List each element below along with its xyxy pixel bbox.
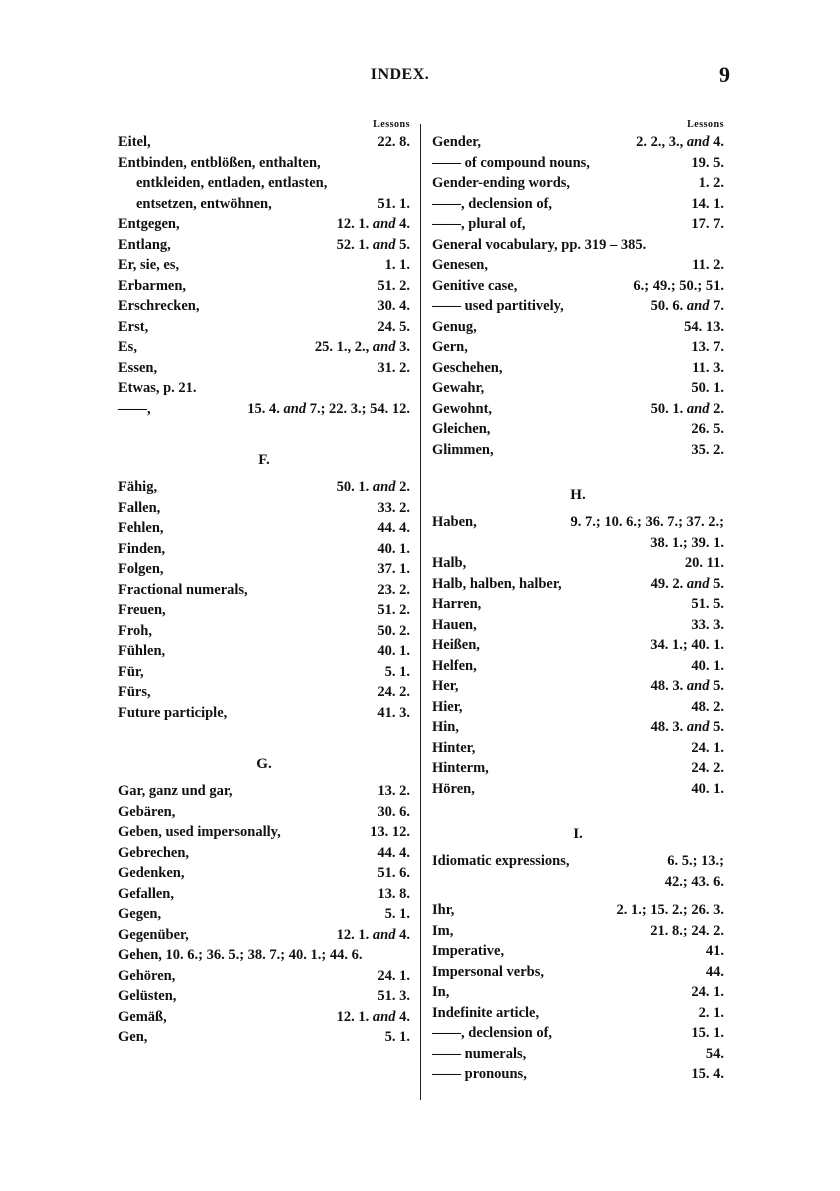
entry-term: Idiomatic expressions, <box>432 853 570 869</box>
entry-ref: 6. 5.; 13.; <box>667 853 724 869</box>
entry-term: Entlang, <box>118 236 171 253</box>
index-entry <box>432 697 724 718</box>
running-title: INDEX. <box>370 66 430 83</box>
entry-ref: 51. 6. <box>377 865 410 881</box>
entry-term: Erschrecken, <box>118 298 200 314</box>
entry-term: Hauen, <box>432 616 477 633</box>
entry-term: Essen, <box>118 359 158 376</box>
left-column <box>118 118 410 1048</box>
index-entry <box>118 337 410 358</box>
entry-ref: 2. 2., 3., and 4. <box>636 134 724 150</box>
index-entry <box>432 512 724 533</box>
index-entry: Etwas, p. 21. <box>118 380 197 396</box>
entry-ref: 13. 8. <box>377 885 410 902</box>
index-entry <box>432 276 724 297</box>
index-entry <box>118 296 410 317</box>
index-entry <box>432 574 724 595</box>
index-entry <box>118 802 410 823</box>
entry-term: Hören, <box>432 780 475 797</box>
entry-ref: 19. 5. <box>691 154 724 171</box>
entry-term: Glimmen, <box>432 441 494 458</box>
entry-term: Fürs, <box>118 684 151 700</box>
entry-ref: 24. 1. <box>691 739 724 756</box>
entry-term: Genug, <box>432 318 477 335</box>
entry-ref: 15. 1. <box>691 1025 724 1041</box>
index-entry: General vocabulary, pp. 319 – 385. <box>432 236 647 253</box>
entry-term: Froh, <box>118 622 152 639</box>
entry-ref: 48. 2. <box>691 698 724 715</box>
lessons-label: Lessons <box>687 119 724 130</box>
entry-ref: 33. 2. <box>377 499 410 516</box>
entry-ref: 11. 3. <box>692 359 724 376</box>
entry-term: ——, <box>118 400 151 417</box>
index-entry <box>432 1023 724 1044</box>
entry-term: Gelüsten, <box>118 988 177 1004</box>
entry-term: Her, <box>432 678 459 694</box>
index-entry <box>118 1007 410 1028</box>
entry-term: Fallen, <box>118 499 161 516</box>
entry-ref: 48. 3. and 5. <box>650 719 724 735</box>
index-entry: Entbinden, entblößen, enthalten, <box>118 154 321 171</box>
index-entry <box>432 317 724 338</box>
entry-term: Haben, <box>432 514 477 530</box>
entry-ref: 15. 4. and 7.; 22. 3.; 54. 12. <box>247 400 410 417</box>
entry-term: Freuen, <box>118 602 166 618</box>
entry-term: In, <box>432 984 450 1000</box>
lessons-label: Lessons <box>373 119 410 130</box>
index-entry <box>118 863 410 884</box>
entry-ref: 1. 2. <box>698 175 724 191</box>
entry-ref: 51. 3. <box>377 988 410 1004</box>
index-entry <box>118 600 410 621</box>
entry-term: ——, declension of, <box>432 1025 553 1041</box>
entry-ref: 5. 1. <box>384 906 410 922</box>
entry-term: Genitive case, <box>432 277 518 294</box>
index-entry <box>432 717 724 738</box>
entry-term: Im, <box>432 922 454 939</box>
entry-term: Ihr, <box>432 902 455 918</box>
index-entry <box>432 656 724 677</box>
index-entry <box>118 317 410 338</box>
index-entry <box>432 851 724 872</box>
index-entry <box>118 641 410 662</box>
page-number: 9 <box>719 62 730 87</box>
index-entry <box>118 822 410 843</box>
entry-ref: 13. 7. <box>691 339 724 355</box>
entry-ref: 22. 8. <box>377 134 410 150</box>
index-entry <box>432 153 724 174</box>
entry-term: —— pronouns, <box>432 1066 527 1082</box>
entry-term: Eitel, <box>118 134 151 150</box>
entry-ref: 15. 4. <box>691 1066 724 1082</box>
entry-ref: 41. 3. <box>377 704 410 721</box>
entry-ref: 24. 5. <box>377 318 410 335</box>
index-entry <box>432 440 724 461</box>
entry-ref: 52. 1. and 5. <box>336 236 410 253</box>
entry-ref: 9. 7.; 10. 6.; 36. 7.; 37. 2.; <box>570 514 724 530</box>
entry-term: Hin, <box>432 719 459 735</box>
entry-term: Heißen, <box>432 637 480 653</box>
entry-ref-text: 12. 1. and 4. <box>336 216 410 232</box>
index-entry <box>432 358 724 379</box>
entry-term: —— of compound nouns, <box>432 154 590 171</box>
entry-ref: 40. 1. <box>691 780 724 797</box>
entry-ref: 44. 4. <box>377 844 410 861</box>
entry-term: Gender, <box>432 134 482 150</box>
index-entry <box>432 738 724 759</box>
entry-term: ——, plural of, <box>432 216 526 232</box>
index-entry <box>432 1003 724 1024</box>
index-entry <box>432 615 724 636</box>
index-entry <box>118 255 410 276</box>
entry-term: Geben, used impersonally, <box>118 824 281 840</box>
entry-ref: 21. 8.; 24. 2. <box>650 922 724 939</box>
entry-ref: 41. <box>705 943 724 959</box>
entry-term: Erbarmen, <box>118 277 187 294</box>
index-entry <box>118 843 410 864</box>
entry-ref: 50. 1. <box>691 380 724 396</box>
entry-term: Gender-ending words, <box>432 175 571 191</box>
index-entry: Gehen, 10. 6.; 36. 5.; 38. 7.; 40. 1.; 44. 6. <box>118 947 363 963</box>
index-entry <box>432 337 724 358</box>
index-entry <box>118 986 410 1007</box>
running-head <box>0 62 840 94</box>
entry-term: Genesen, <box>432 257 488 273</box>
entry-term: Geschehen, <box>432 359 503 376</box>
index-entry <box>118 518 410 539</box>
entry-term: Folgen, <box>118 561 164 577</box>
entry-term: Halb, halben, halber, <box>432 575 562 592</box>
entry-term: —— used partitively, <box>432 298 564 314</box>
entry-term: Hinterm, <box>432 760 489 776</box>
entry-ref: 13. 2. <box>377 783 410 799</box>
index-entry <box>118 235 410 256</box>
entry-ref: 44. <box>705 963 724 980</box>
index-entry <box>118 682 410 703</box>
index-entry <box>118 358 410 379</box>
entry-ref: 44. 4. <box>377 520 410 536</box>
entry-ref: 14. 1. <box>691 195 724 212</box>
entry-term: Entgegen, <box>118 216 180 232</box>
entry-ref: 30. 4. <box>377 298 410 314</box>
entry-ref: 40. 1. <box>377 643 410 659</box>
entry-ref: 54. <box>705 1045 724 1062</box>
entry-ref: 5. 1. <box>384 663 410 680</box>
entry-term: Gefallen, <box>118 885 174 902</box>
entry-ref: 30. 6. <box>377 803 410 820</box>
entry-term: Finden, <box>118 540 166 557</box>
entry-term: Für, <box>118 663 144 680</box>
entry-term: Gegenüber, <box>118 926 189 943</box>
entry-ref: 5. 1. <box>384 1029 410 1045</box>
index-entry <box>432 399 724 420</box>
entry-ref: 23. 2. <box>377 581 410 598</box>
entry-term: Erst, <box>118 318 149 335</box>
index-entry <box>432 921 724 942</box>
index-entry <box>118 904 410 925</box>
entry-term: Halb, <box>432 555 467 571</box>
entry-term: Imperative, <box>432 943 505 959</box>
entry-ref: 2. 1.; 15. 2.; 26. 3. <box>616 902 724 918</box>
entry-ref: 24. 1. <box>691 984 724 1000</box>
entry-term: Er, sie, es, <box>118 257 180 273</box>
entry-ref: 33. 3. <box>691 616 724 633</box>
index-entry-continuation: 42.; 43. 6. <box>664 873 724 890</box>
index-entry <box>118 539 410 560</box>
entry-ref: 50. 6. and 7. <box>650 298 724 314</box>
entry-ref: 51. 2. <box>377 277 410 294</box>
entry-term: entsetzen, entwöhnen, <box>136 195 272 212</box>
entry-ref: 24. 1. <box>377 967 410 984</box>
entry-term: Future participle, <box>118 704 228 721</box>
entry-term: Fehlen, <box>118 520 164 536</box>
entry-term: Gern, <box>432 339 468 355</box>
index-entry <box>432 941 724 962</box>
index-entry <box>432 594 724 615</box>
entry-ref: 40. 1. <box>377 540 410 557</box>
index-entry <box>432 419 724 440</box>
index-entry <box>432 900 724 921</box>
index-entry <box>432 173 724 194</box>
section-letter-h: H. <box>570 487 586 503</box>
index-entry <box>118 925 410 946</box>
entry-ref: 31. 2. <box>377 359 410 376</box>
entry-ref: 50. 2. <box>377 622 410 639</box>
entry-term: Fähig, <box>118 479 158 495</box>
index-entry <box>118 662 410 683</box>
entry-term: Fühlen, <box>118 643 166 659</box>
index-entry <box>432 982 724 1003</box>
index-entry <box>118 399 410 420</box>
entry-term: Fractional numerals, <box>118 581 248 598</box>
index-entry <box>432 296 724 317</box>
entry-ref: 12. 1. and 4. <box>336 1008 410 1025</box>
index-entry <box>432 1064 724 1085</box>
index-entry <box>432 1044 724 1065</box>
index-entry <box>432 758 724 779</box>
entry-term: Gegen, <box>118 906 162 922</box>
entry-term: Gedenken, <box>118 865 185 881</box>
entry-term: Gewohnt, <box>432 400 493 417</box>
entry-ref: 17. 7. <box>691 216 724 232</box>
entry-term: Gewahr, <box>432 380 485 396</box>
entry-ref <box>337 214 410 235</box>
entry-term: Indefinite article, <box>432 1004 540 1021</box>
index-entry-continuation <box>118 194 410 215</box>
entry-term: ——, declension of, <box>432 195 553 212</box>
entry-ref: 26. 5. <box>691 421 724 437</box>
index-entry <box>432 676 724 697</box>
entry-ref: 51. 1. <box>377 195 410 212</box>
entry-term: Gen, <box>118 1029 148 1045</box>
index-entry-continuation: entkleiden, entladen, entlasten, <box>136 175 328 191</box>
index-entry <box>118 884 410 905</box>
entry-ref: 12. 1. and 4. <box>336 926 410 943</box>
index-entry <box>118 580 410 601</box>
index-entry <box>118 276 410 297</box>
section-letter-i: I. <box>573 826 583 842</box>
index-entry <box>432 962 724 983</box>
right-column <box>432 118 724 1085</box>
entry-ref: 20. 11. <box>684 555 724 571</box>
entry-term: Gleichen, <box>432 421 491 437</box>
index-entry-continuation: 38. 1.; 39. 1. <box>650 534 724 551</box>
entry-term: Gemäß, <box>118 1008 167 1025</box>
entry-term: Gar, ganz und gar, <box>118 783 233 799</box>
index-entry <box>432 779 724 800</box>
index-entry <box>118 781 410 802</box>
index-entry <box>118 966 410 987</box>
entry-ref: 49. 2. and 5. <box>650 575 724 592</box>
index-entry <box>432 378 724 399</box>
entry-ref: 24. 2. <box>377 684 410 700</box>
index-entry <box>432 194 724 215</box>
entry-ref: 50. 1. and 2. <box>650 400 724 417</box>
entry-term: Hinter, <box>432 739 476 756</box>
index-entry <box>432 132 724 153</box>
index-entry <box>118 214 410 235</box>
entry-ref: 13. 12. <box>370 824 410 840</box>
index-entry <box>432 214 724 235</box>
entry-term: Gehören, <box>118 967 176 984</box>
entry-term: Gebären, <box>118 803 176 820</box>
index-entry <box>118 703 410 724</box>
entry-ref: 35. 2. <box>691 441 724 458</box>
entry-term: Impersonal verbs, <box>432 963 544 980</box>
index-entry <box>118 621 410 642</box>
index-entry <box>118 498 410 519</box>
index-entry <box>432 553 724 574</box>
entry-ref: 34. 1.; 40. 1. <box>650 637 724 653</box>
index-entry <box>118 477 410 498</box>
entry-ref: 24. 2. <box>691 760 724 776</box>
entry-ref: 51. 5. <box>691 596 724 612</box>
entry-term: Harren, <box>432 596 482 612</box>
entry-ref: 40. 1. <box>691 657 724 674</box>
entry-ref: 2. 1. <box>698 1004 724 1021</box>
index-entry <box>432 635 724 656</box>
entry-ref: 6.; 49.; 50.; 51. <box>633 277 724 294</box>
entry-ref: 54. 13. <box>684 318 724 335</box>
entry-ref: 1. 1. <box>384 257 410 273</box>
entry-ref: 25. 1., 2., and 3. <box>314 339 410 355</box>
column-divider <box>420 124 421 1100</box>
index-entry <box>118 1027 410 1048</box>
entry-term: Helfen, <box>432 657 477 674</box>
entry-ref: 50. 1. and 2. <box>336 479 410 495</box>
entry-term: —— numerals, <box>432 1045 527 1062</box>
entry-ref: 37. 1. <box>377 561 410 577</box>
entry-ref: 11. 2. <box>692 257 724 273</box>
section-letter-f: F. <box>258 452 270 468</box>
entry-ref: 51. 2. <box>377 602 410 618</box>
entry-term: Es, <box>118 339 137 355</box>
index-entry <box>118 559 410 580</box>
entry-ref: 48. 3. and 5. <box>650 678 724 694</box>
entry-term: Gebrechen, <box>118 844 190 861</box>
entry-term: Hier, <box>432 698 463 715</box>
section-letter-g: G. <box>256 756 272 772</box>
index-entry <box>432 255 724 276</box>
index-entry <box>118 132 410 153</box>
